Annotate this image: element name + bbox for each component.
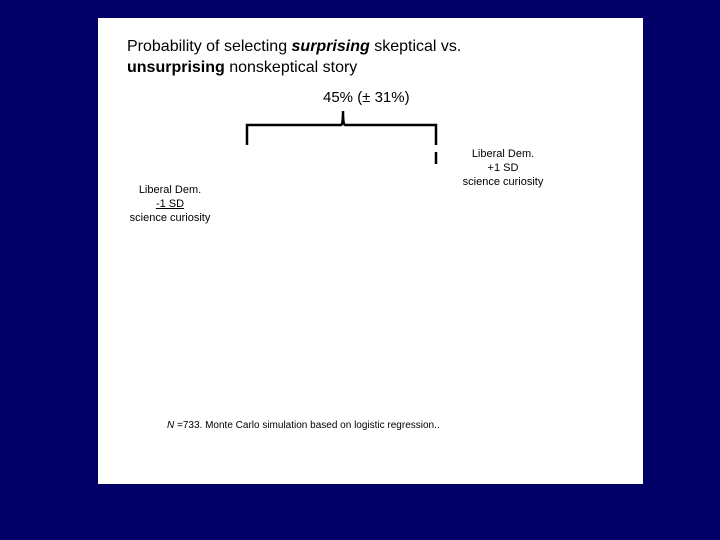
effect-size-label: 45% (± 31%) — [323, 89, 410, 106]
slide-panel — [98, 18, 643, 484]
title-emphasis-unsurprising: unsurprising — [127, 59, 225, 76]
category-label-sd: -1 SD — [155, 198, 185, 210]
title-text-3: nonskeptical story — [224, 59, 358, 76]
category-label-line: science curiosity — [129, 212, 211, 224]
category-label-line: science curiosity — [462, 176, 544, 188]
category-label-minus-1sd — [120, 183, 220, 225]
footnote-text: =733. Monte Carlo simulation based on logistic regression.. — [174, 420, 440, 431]
bracket-path — [247, 111, 436, 145]
category-label-sd: +1 SD — [487, 162, 519, 174]
footnote — [167, 420, 440, 431]
category-label-line: Liberal Dem. — [471, 148, 535, 160]
comparison-bracket — [98, 18, 643, 484]
title-text-1: Probability of selecting — [127, 38, 292, 55]
category-label-plus-1sd — [450, 147, 556, 189]
title-emphasis-surprising: surprising — [291, 38, 370, 55]
category-label-line: Liberal Dem. — [138, 184, 202, 196]
title-text-2: skeptical vs. — [369, 38, 462, 55]
footnote-n-symbol: N — [167, 420, 175, 431]
